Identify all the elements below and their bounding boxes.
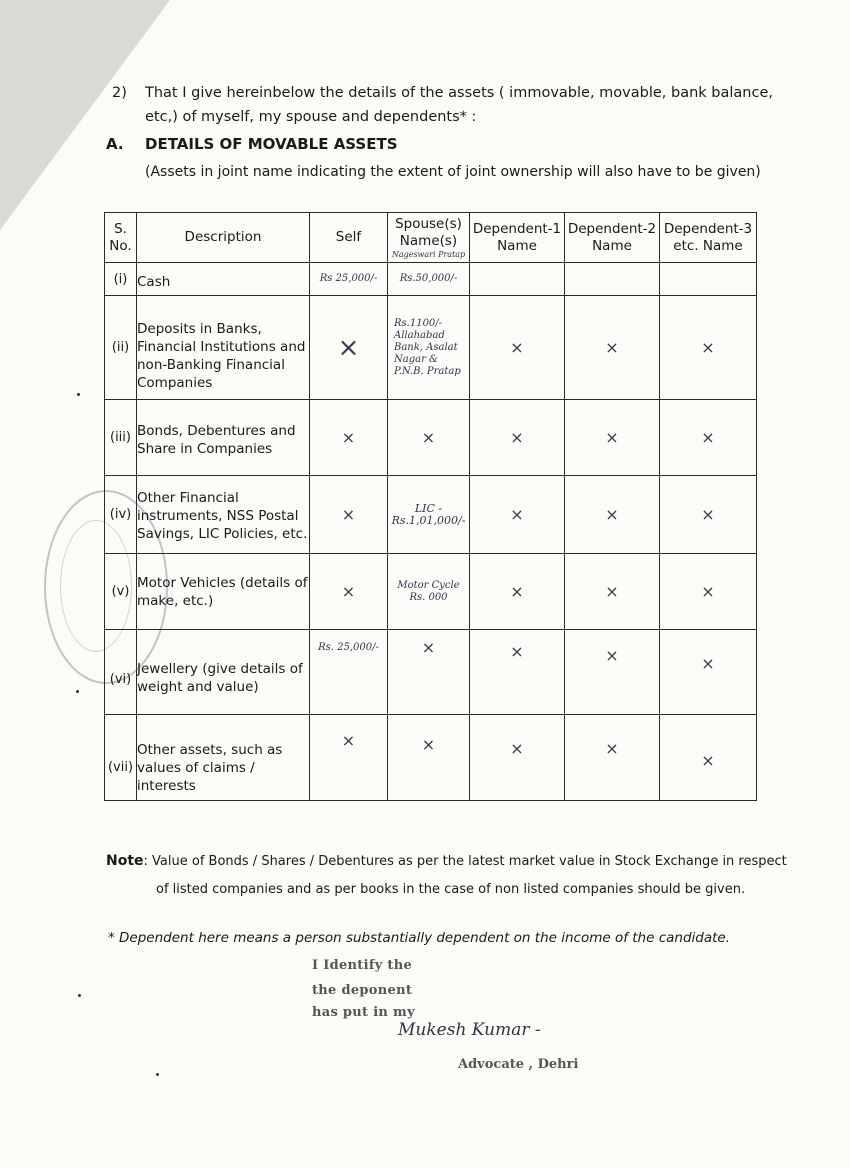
row-description: Other assets, such as values of claims / interests	[137, 715, 310, 801]
table-header-row	[105, 213, 757, 263]
row-spouse: Rs.1100/- Allahabad Bank, Asalat Nagar & P.N.B. Pratap	[388, 296, 470, 400]
table-row	[105, 476, 757, 554]
row-dep1: ×	[470, 554, 565, 630]
row-dep3: ×	[660, 400, 757, 476]
table-row	[105, 400, 757, 476]
note-line-2: of listed companies and as per books in the case of non listed companies should be given.	[156, 882, 746, 897]
row-sno: (vii)	[105, 715, 137, 801]
row-dep1	[470, 263, 565, 296]
row-description: Deposits in Banks, Financial Institutions and non-Banking Financial Companies	[137, 296, 310, 400]
header-description: Description	[137, 213, 310, 263]
advocate-title: Advocate , Dehri	[458, 1057, 579, 1072]
row-spouse: Rs.50,000/-	[388, 263, 470, 296]
stamp-line-1: I Identify the	[312, 958, 413, 973]
row-self: ×	[310, 476, 388, 554]
row-sno: (i)	[105, 263, 137, 296]
intro-line-1: That I give hereinbelow the details of the assets ( immovable, movable, bank balance,	[145, 85, 773, 101]
header-dep2: Dependent-2 Name	[565, 213, 660, 263]
dependent-footnote: * Dependent here means a person substantially dependent on the income of the candidate.	[108, 930, 731, 946]
row-dep3: ×	[660, 630, 757, 715]
table-row	[105, 296, 757, 400]
note-line-1: : Value of Bonds / Shares / Debentures as per the latest market value in Stock Exchange in respect	[143, 854, 787, 869]
header-spouse-label: Spouse(s) Name(s)	[395, 216, 462, 249]
row-dep1: ×	[470, 296, 565, 400]
table-row	[105, 715, 757, 801]
row-description: Cash	[137, 263, 310, 296]
stamp-line-2: the deponent	[312, 983, 413, 998]
scan-speck	[77, 393, 80, 396]
header-dep1: Dependent-1 Name	[470, 213, 565, 263]
row-description: Other Financial instruments, NSS Postal Savings, LIC Policies, etc.	[137, 476, 310, 554]
row-spouse: Motor Cycle Rs. 000	[388, 554, 470, 630]
section-number: A.	[106, 135, 124, 153]
row-dep2: ×	[565, 400, 660, 476]
table-row	[105, 263, 757, 296]
intro-marker: 2)	[112, 85, 127, 101]
note-block	[106, 847, 787, 904]
row-dep3	[660, 263, 757, 296]
row-sno: (iii)	[105, 400, 137, 476]
row-self: ×	[310, 554, 388, 630]
scan-speck	[76, 690, 79, 693]
row-description: Motor Vehicles (details of make, etc.)	[137, 554, 310, 630]
row-description: Jewellery (give details of weight and value)	[137, 630, 310, 715]
note-label: Note	[106, 853, 144, 869]
intro-line-2: etc,) of myself, my spouse and dependents* :	[145, 109, 477, 125]
header-self: Self	[310, 213, 388, 263]
stamp-line-3: has put in my	[312, 1005, 415, 1020]
row-dep3: ×	[660, 476, 757, 554]
row-self: ×	[310, 400, 388, 476]
row-sno: (iv)	[105, 476, 137, 554]
row-self: Rs 25,000/-	[310, 263, 388, 296]
row-dep3: ×	[660, 296, 757, 400]
scan-speck	[156, 1073, 159, 1076]
row-spouse: LIC - Rs.1,01,000/-	[388, 476, 470, 554]
row-dep1: ×	[470, 630, 565, 715]
row-dep1: ×	[470, 715, 565, 801]
row-dep2: ×	[565, 630, 660, 715]
row-self: ×	[310, 296, 388, 400]
row-dep2: ×	[565, 554, 660, 630]
row-dep2	[565, 263, 660, 296]
advocate-signature: Mukesh Kumar -	[398, 1020, 541, 1040]
section-title: DETAILS OF MOVABLE ASSETS	[145, 135, 398, 153]
row-spouse: ×	[388, 715, 470, 801]
row-dep3: ×	[660, 715, 757, 801]
header-dep3: Dependent-3 etc. Name	[660, 213, 757, 263]
row-dep3: ×	[660, 554, 757, 630]
row-dep1: ×	[470, 400, 565, 476]
row-dep2: ×	[565, 296, 660, 400]
row-spouse: ×	[388, 400, 470, 476]
row-self: ×	[310, 715, 388, 801]
section-note: (Assets in joint name indicating the extent of joint ownership will also have to be given)	[145, 164, 761, 180]
row-sno: (v)	[105, 554, 137, 630]
scan-speck	[78, 994, 81, 997]
table-row	[105, 554, 757, 630]
header-spouse	[388, 213, 470, 263]
movable-assets-table	[104, 212, 757, 801]
row-dep2: ×	[565, 476, 660, 554]
spouse-name-handwritten: Nageswari Pratap	[391, 250, 466, 259]
header-sno: S. No.	[105, 213, 137, 263]
row-description: Bonds, Debentures and Share in Companies	[137, 400, 310, 476]
row-dep1: ×	[470, 476, 565, 554]
section-heading	[106, 135, 398, 153]
row-sno: (vi)	[105, 630, 137, 715]
row-dep2: ×	[565, 715, 660, 801]
row-self: Rs. 25,000/-	[310, 630, 388, 715]
row-spouse: ×	[388, 630, 470, 715]
table-row	[105, 630, 757, 715]
row-sno: (ii)	[105, 296, 137, 400]
